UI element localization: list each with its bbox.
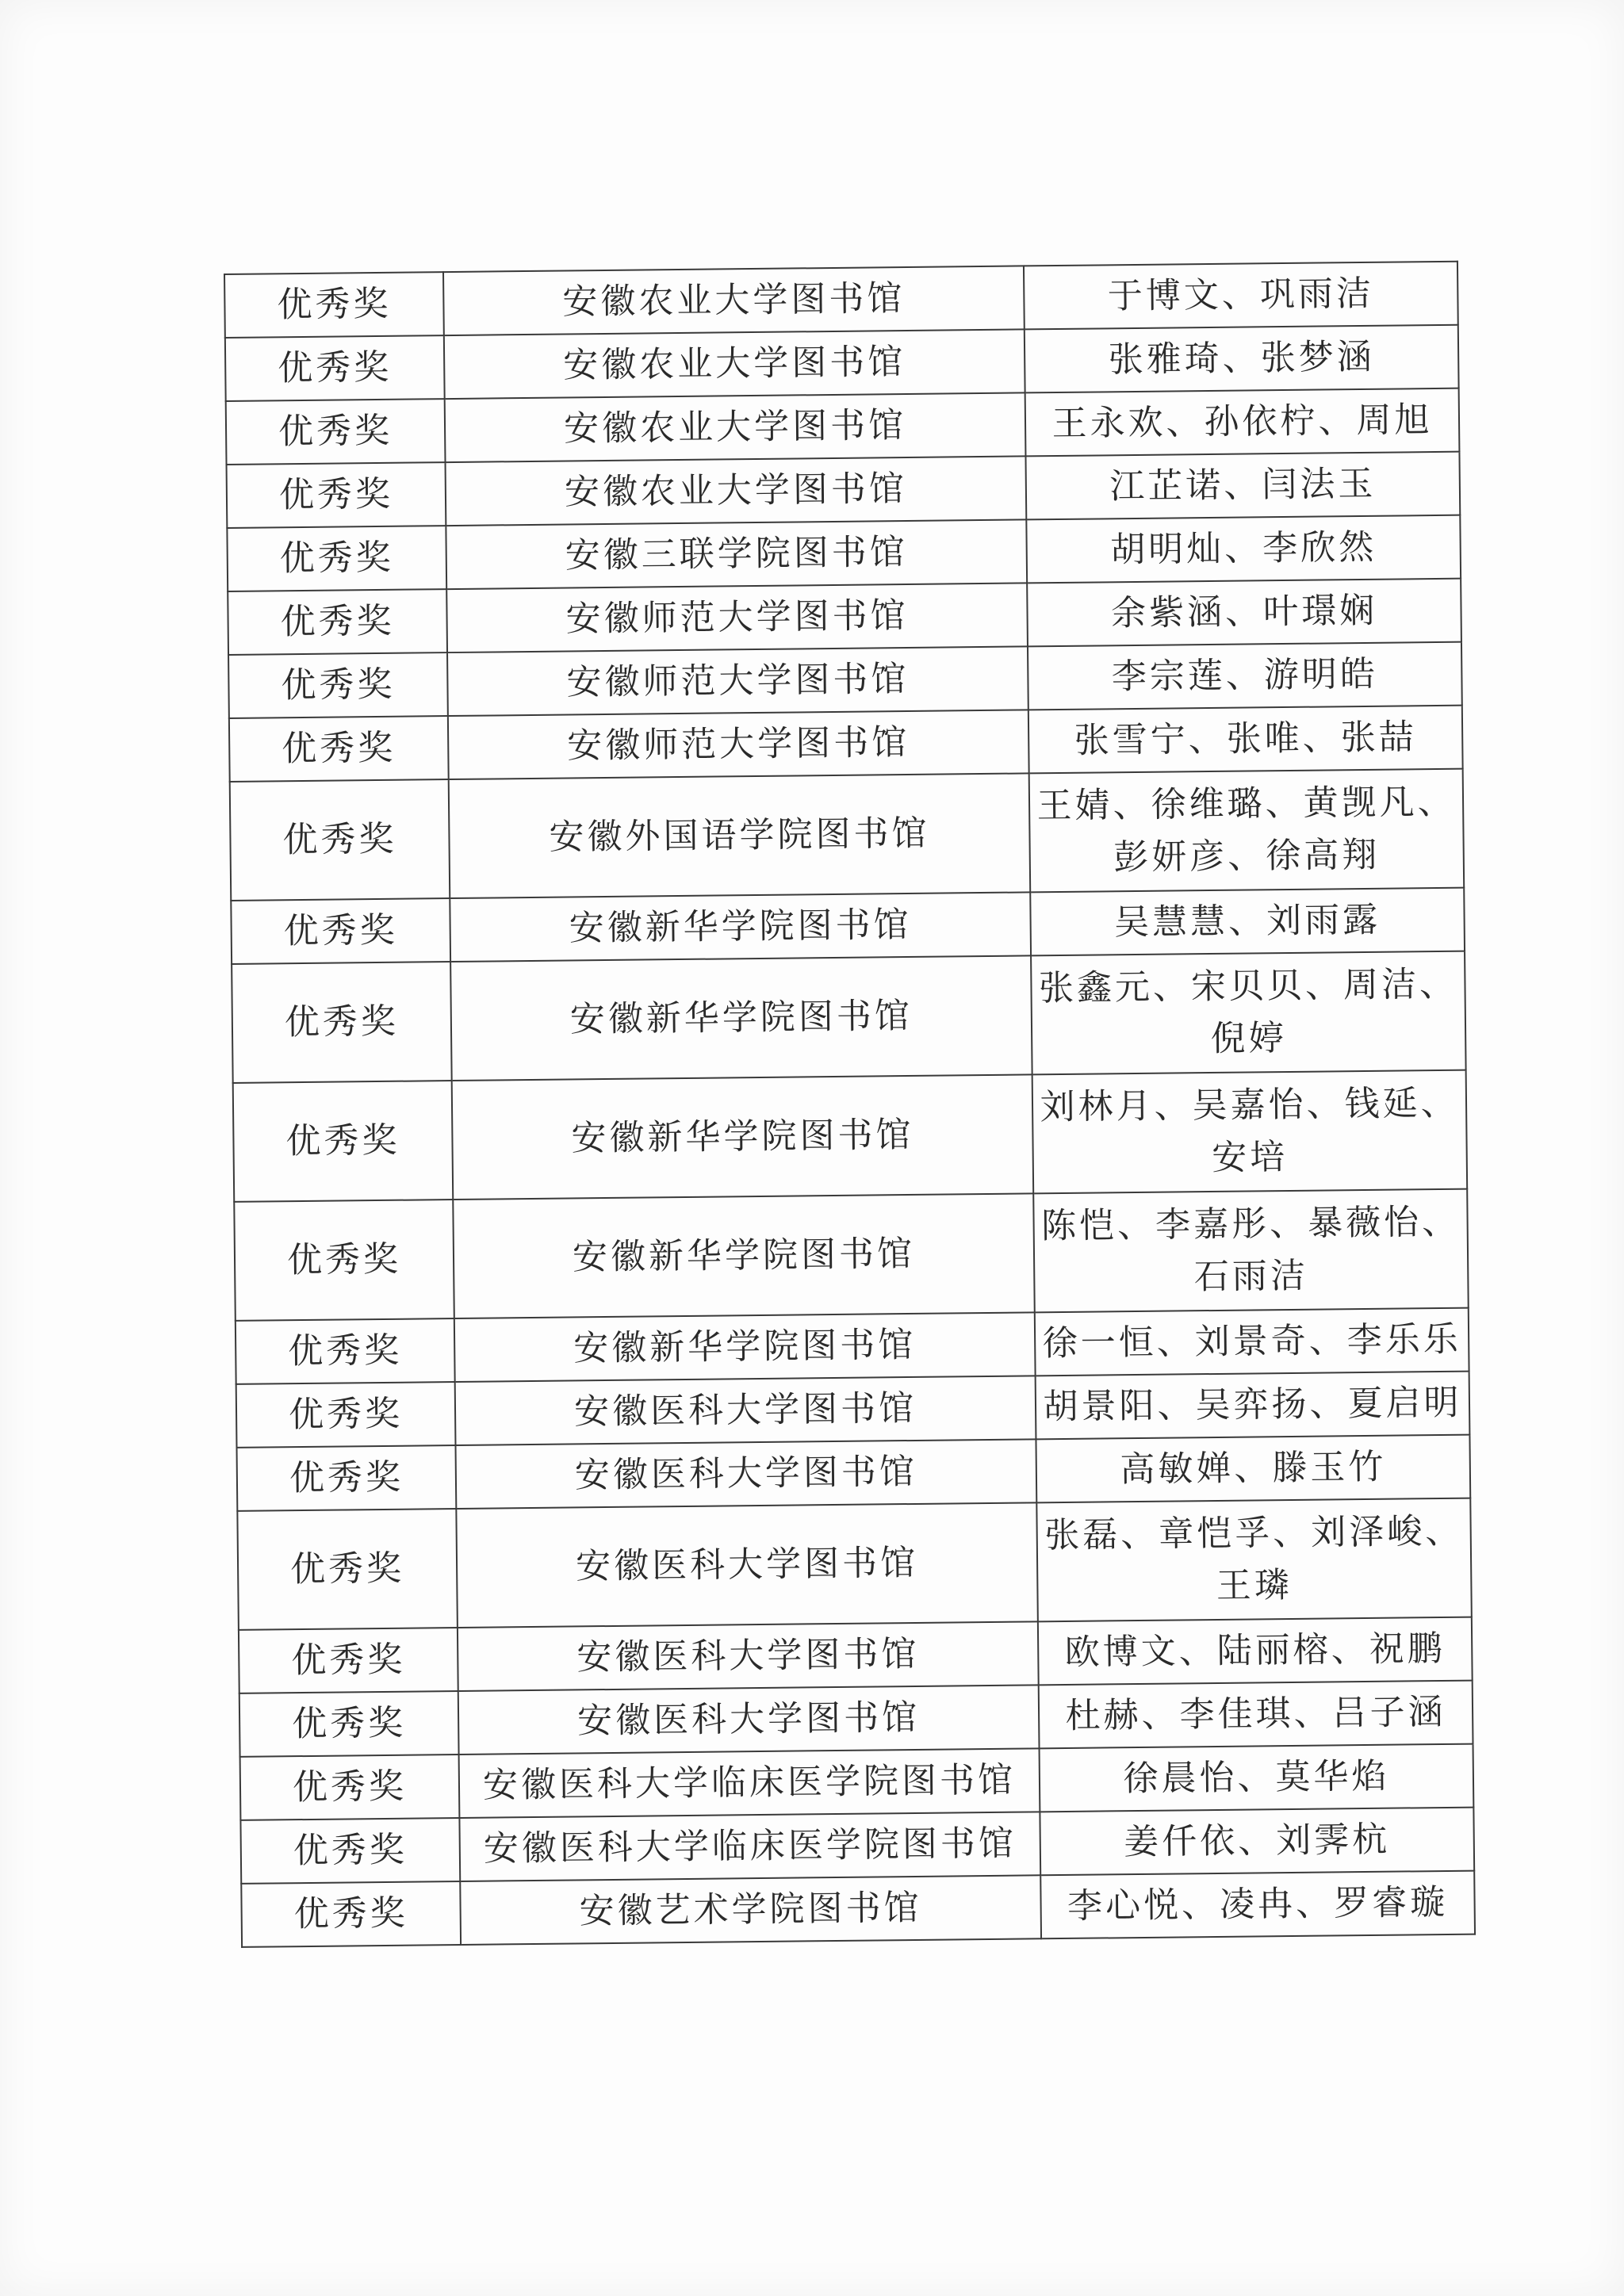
award-level-cell: 优秀奖: [241, 1881, 461, 1947]
names-cell: 李心悦、凌冉、罗睿璇: [1040, 1871, 1475, 1939]
award-level-cell: 优秀奖: [231, 898, 450, 964]
library-cell: 安徽医科大学图书馆: [458, 1685, 1040, 1755]
award-level-cell: 优秀奖: [229, 716, 449, 782]
table-row: [234, 1189, 1468, 1321]
award-level-cell: 优秀奖: [228, 652, 448, 718]
names-cell: 张雪宁、张唯、张喆: [1028, 706, 1463, 774]
names-cell: 张磊、章恺孚、刘泽峻、王璘: [1036, 1498, 1472, 1622]
library-cell: 安徽师范大学图书馆: [447, 646, 1028, 716]
names-cell: 吴慧慧、刘雨露: [1030, 888, 1465, 956]
award-level-cell: 优秀奖: [226, 399, 446, 465]
names-cell: 陈恺、李嘉彤、暴薇怡、石雨洁: [1033, 1189, 1469, 1313]
table-row: [237, 1498, 1471, 1630]
award-level-cell: 优秀奖: [228, 589, 447, 655]
award-level-cell: 优秀奖: [230, 779, 450, 901]
award-level-cell: 优秀奖: [239, 1691, 459, 1757]
library-cell: 安徽医科大学临床医学院图书馆: [459, 1748, 1040, 1818]
library-cell: 安徽农业大学图书馆: [444, 329, 1025, 399]
table-row: [232, 951, 1465, 1083]
library-cell: 安徽新华学院图书馆: [452, 1074, 1034, 1200]
table-row: [233, 1070, 1467, 1202]
award-table-body: [224, 262, 1475, 1947]
names-cell: 张雅琦、张梦涵: [1025, 325, 1459, 393]
names-cell: 姜仟依、刘霁杭: [1040, 1808, 1474, 1876]
names-cell: 李宗莲、游明皓: [1028, 642, 1462, 710]
award-level-cell: 优秀奖: [227, 526, 446, 591]
library-cell: 安徽农业大学图书馆: [443, 266, 1025, 335]
library-cell: 安徽医科大学图书馆: [458, 1621, 1039, 1691]
award-table: [224, 261, 1476, 1948]
names-cell: 高敏婵、滕玉竹: [1036, 1435, 1470, 1503]
award-level-cell: 优秀奖: [237, 1509, 458, 1630]
names-cell: 王永欢、孙依柠、周旭: [1025, 388, 1460, 457]
award-level-cell: 优秀奖: [240, 1755, 460, 1820]
names-cell: 徐一恒、刘景奇、李乐乐: [1035, 1308, 1469, 1376]
library-cell: 安徽医科大学临床医学院图书馆: [459, 1812, 1040, 1881]
library-cell: 安徽新华学院图书馆: [450, 955, 1032, 1081]
names-cell: 杜赫、李佳琪、吕子涵: [1039, 1681, 1473, 1749]
table-row: [241, 1871, 1475, 1947]
names-cell: 余紫涵、叶璟娴: [1027, 579, 1461, 647]
library-cell: 安徽新华学院图书馆: [450, 892, 1031, 962]
award-level-cell: 优秀奖: [236, 1318, 455, 1384]
names-cell: 江芷诺、闫法玉: [1025, 452, 1460, 520]
library-cell: 安徽农业大学图书馆: [446, 456, 1027, 526]
names-cell: 徐晨怡、莫华焰: [1040, 1744, 1474, 1812]
library-cell: 安徽三联学院图书馆: [446, 519, 1027, 589]
award-level-cell: 优秀奖: [224, 272, 444, 338]
library-cell: 安徽农业大学图书馆: [445, 392, 1026, 462]
library-cell: 安徽新华学院图书馆: [453, 1193, 1035, 1318]
library-cell: 安徽外国语学院图书馆: [449, 773, 1031, 898]
names-cell: 张鑫元、宋贝贝、周洁、倪婷: [1031, 951, 1466, 1075]
table-row: [230, 769, 1464, 901]
award-level-cell: 优秀奖: [233, 1081, 454, 1202]
award-level-cell: 优秀奖: [240, 1818, 460, 1884]
award-level-cell: 优秀奖: [237, 1445, 457, 1511]
award-table-container: [224, 261, 1474, 1948]
names-cell: 胡明灿、李欣然: [1026, 515, 1461, 584]
award-level-cell: 优秀奖: [239, 1628, 458, 1693]
names-cell: 欧博文、陆丽榕、祝鹏: [1038, 1617, 1473, 1686]
library-cell: 安徽医科大学图书馆: [455, 1376, 1036, 1445]
award-level-cell: 优秀奖: [232, 962, 452, 1083]
names-cell: 刘林月、吴嘉怡、钱延、安培: [1032, 1070, 1468, 1194]
award-level-cell: 优秀奖: [225, 335, 445, 401]
names-cell: 胡景阳、吴弈扬、夏启明: [1036, 1372, 1470, 1440]
library-cell: 安徽医科大学图书馆: [456, 1502, 1038, 1628]
library-cell: 安徽艺术学院图书馆: [460, 1875, 1041, 1945]
names-cell: 于博文、巩雨洁: [1024, 262, 1458, 330]
award-level-cell: 优秀奖: [236, 1382, 456, 1448]
library-cell: 安徽医科大学图书馆: [455, 1439, 1036, 1509]
library-cell: 安徽师范大学图书馆: [448, 710, 1029, 779]
award-level-cell: 优秀奖: [234, 1200, 454, 1321]
library-cell: 安徽新华学院图书馆: [454, 1312, 1036, 1382]
award-level-cell: 优秀奖: [227, 462, 446, 528]
library-cell: 安徽师范大学图书馆: [446, 583, 1028, 652]
names-cell: 王婧、徐维璐、黄觊凡、彭妍彦、徐高翔: [1029, 769, 1465, 893]
